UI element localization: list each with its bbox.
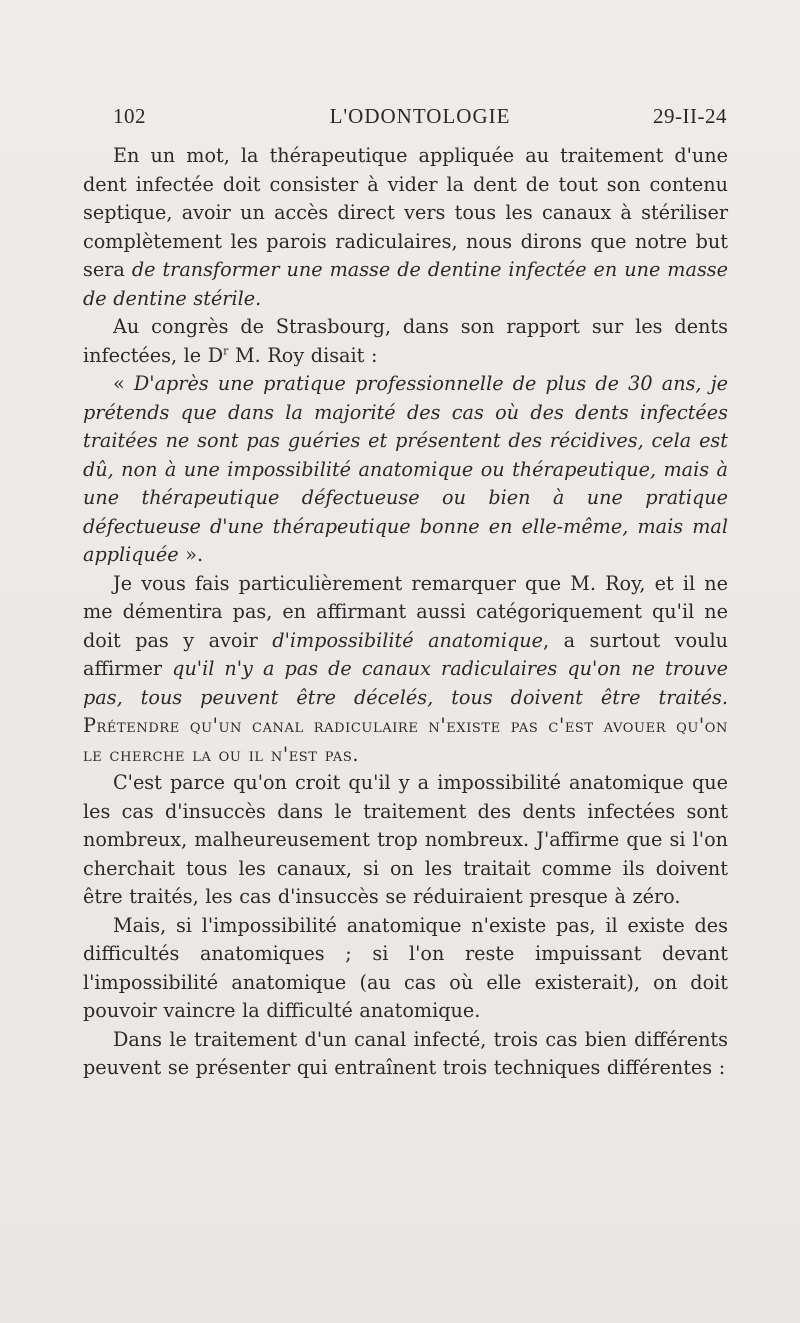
- italic-run: de transformer une masse de dentine infectée en une masse de dentine stérile.: [83, 258, 728, 310]
- body-text: [83, 142, 728, 1083]
- text-run: , a surtout voulu affirmer: [83, 628, 728, 680]
- paragraph-6: Mais, si l'impossibilité anatomique n'existe pas, il existe des difficultés anatomiques ; si l'on reste impuissant devant l'impossibilité anatomique (au cas où elle existerait), on doit pouvoir vaincre la difficulté anatomique.: [83, 913, 728, 1022]
- running-head: [113, 104, 727, 134]
- journal-title: L'ODONTOLOGIE: [329, 104, 511, 128]
- text-run: En un mot, la thérapeutique appliquée au traitement d'une dent infectée doit consister à vider la dent de tout son contenu septique, avoir un accès direct vers tous les canaux à stériliser complètement les parois radiculaires, nous dirons que notre but sera: [83, 144, 728, 281]
- text-run: Je vous fais particulièrement remarquer que M. Roy, et il ne me démentira pas, en affirmant aussi catégoriquement qu'il ne doit pas y avoir: [83, 571, 728, 652]
- paragraph-7: Dans le traitement d'un canal infecté, trois cas bien différents peuvent se présenter qui entraînent trois techniques différentes :: [83, 1027, 728, 1079]
- text-run: ».: [178, 543, 204, 566]
- small-caps-run: Prétendre qu'un canal radiculaire n'existe pas c'est avouer qu'on le cherche la ou il n'est pas.: [83, 714, 728, 766]
- paragraph-3-quote: [83, 370, 728, 570]
- paragraph-1: [83, 142, 728, 313]
- page-number: 102: [113, 104, 146, 128]
- superscript: r: [223, 344, 229, 358]
- italic-run: qu'il n'y a pas de canaux radiculaires qu'on ne trouve pas, tous peuvent être décelés, tous doivent être traités.: [83, 657, 728, 709]
- text-run: «: [113, 372, 134, 395]
- paragraph-2: [83, 313, 728, 370]
- paragraph-4: [83, 570, 728, 770]
- issue-date: 29-II-24: [653, 104, 727, 128]
- text-run: M. Roy disait :: [228, 343, 378, 367]
- italic-run: d'impossibilité anatomique: [272, 628, 543, 652]
- italic-run: D'après une pratique professionnelle de plus de 30 ans, je prétends que dans la majorité des cas où des dents infectées traitées ne sont pas guéries et présentent des récidives, cela est dû, non à une impossibilité anatomique ou thérapeutique, mais à une thérapeutique défectueuse ou bien à une pratique défectueuse d'une thérapeutique bonne en elle-même, mais mal appliquée: [83, 372, 728, 566]
- text-run: Au congrès de Strasbourg, dans son rapport sur les dents infectées, le D: [83, 315, 728, 367]
- paragraph-5: C'est parce qu'on croit qu'il y a impossibilité anatomique que les cas d'insuccès dans le traitement des dents infectées sont nombreux, malheureusement trop nombreux. J'affirme que si l'on cherchait tous les canaux, si on les traitait comme ils doivent être traités, les cas d'insuccès se réduiraient presque à zéro.: [83, 771, 728, 908]
